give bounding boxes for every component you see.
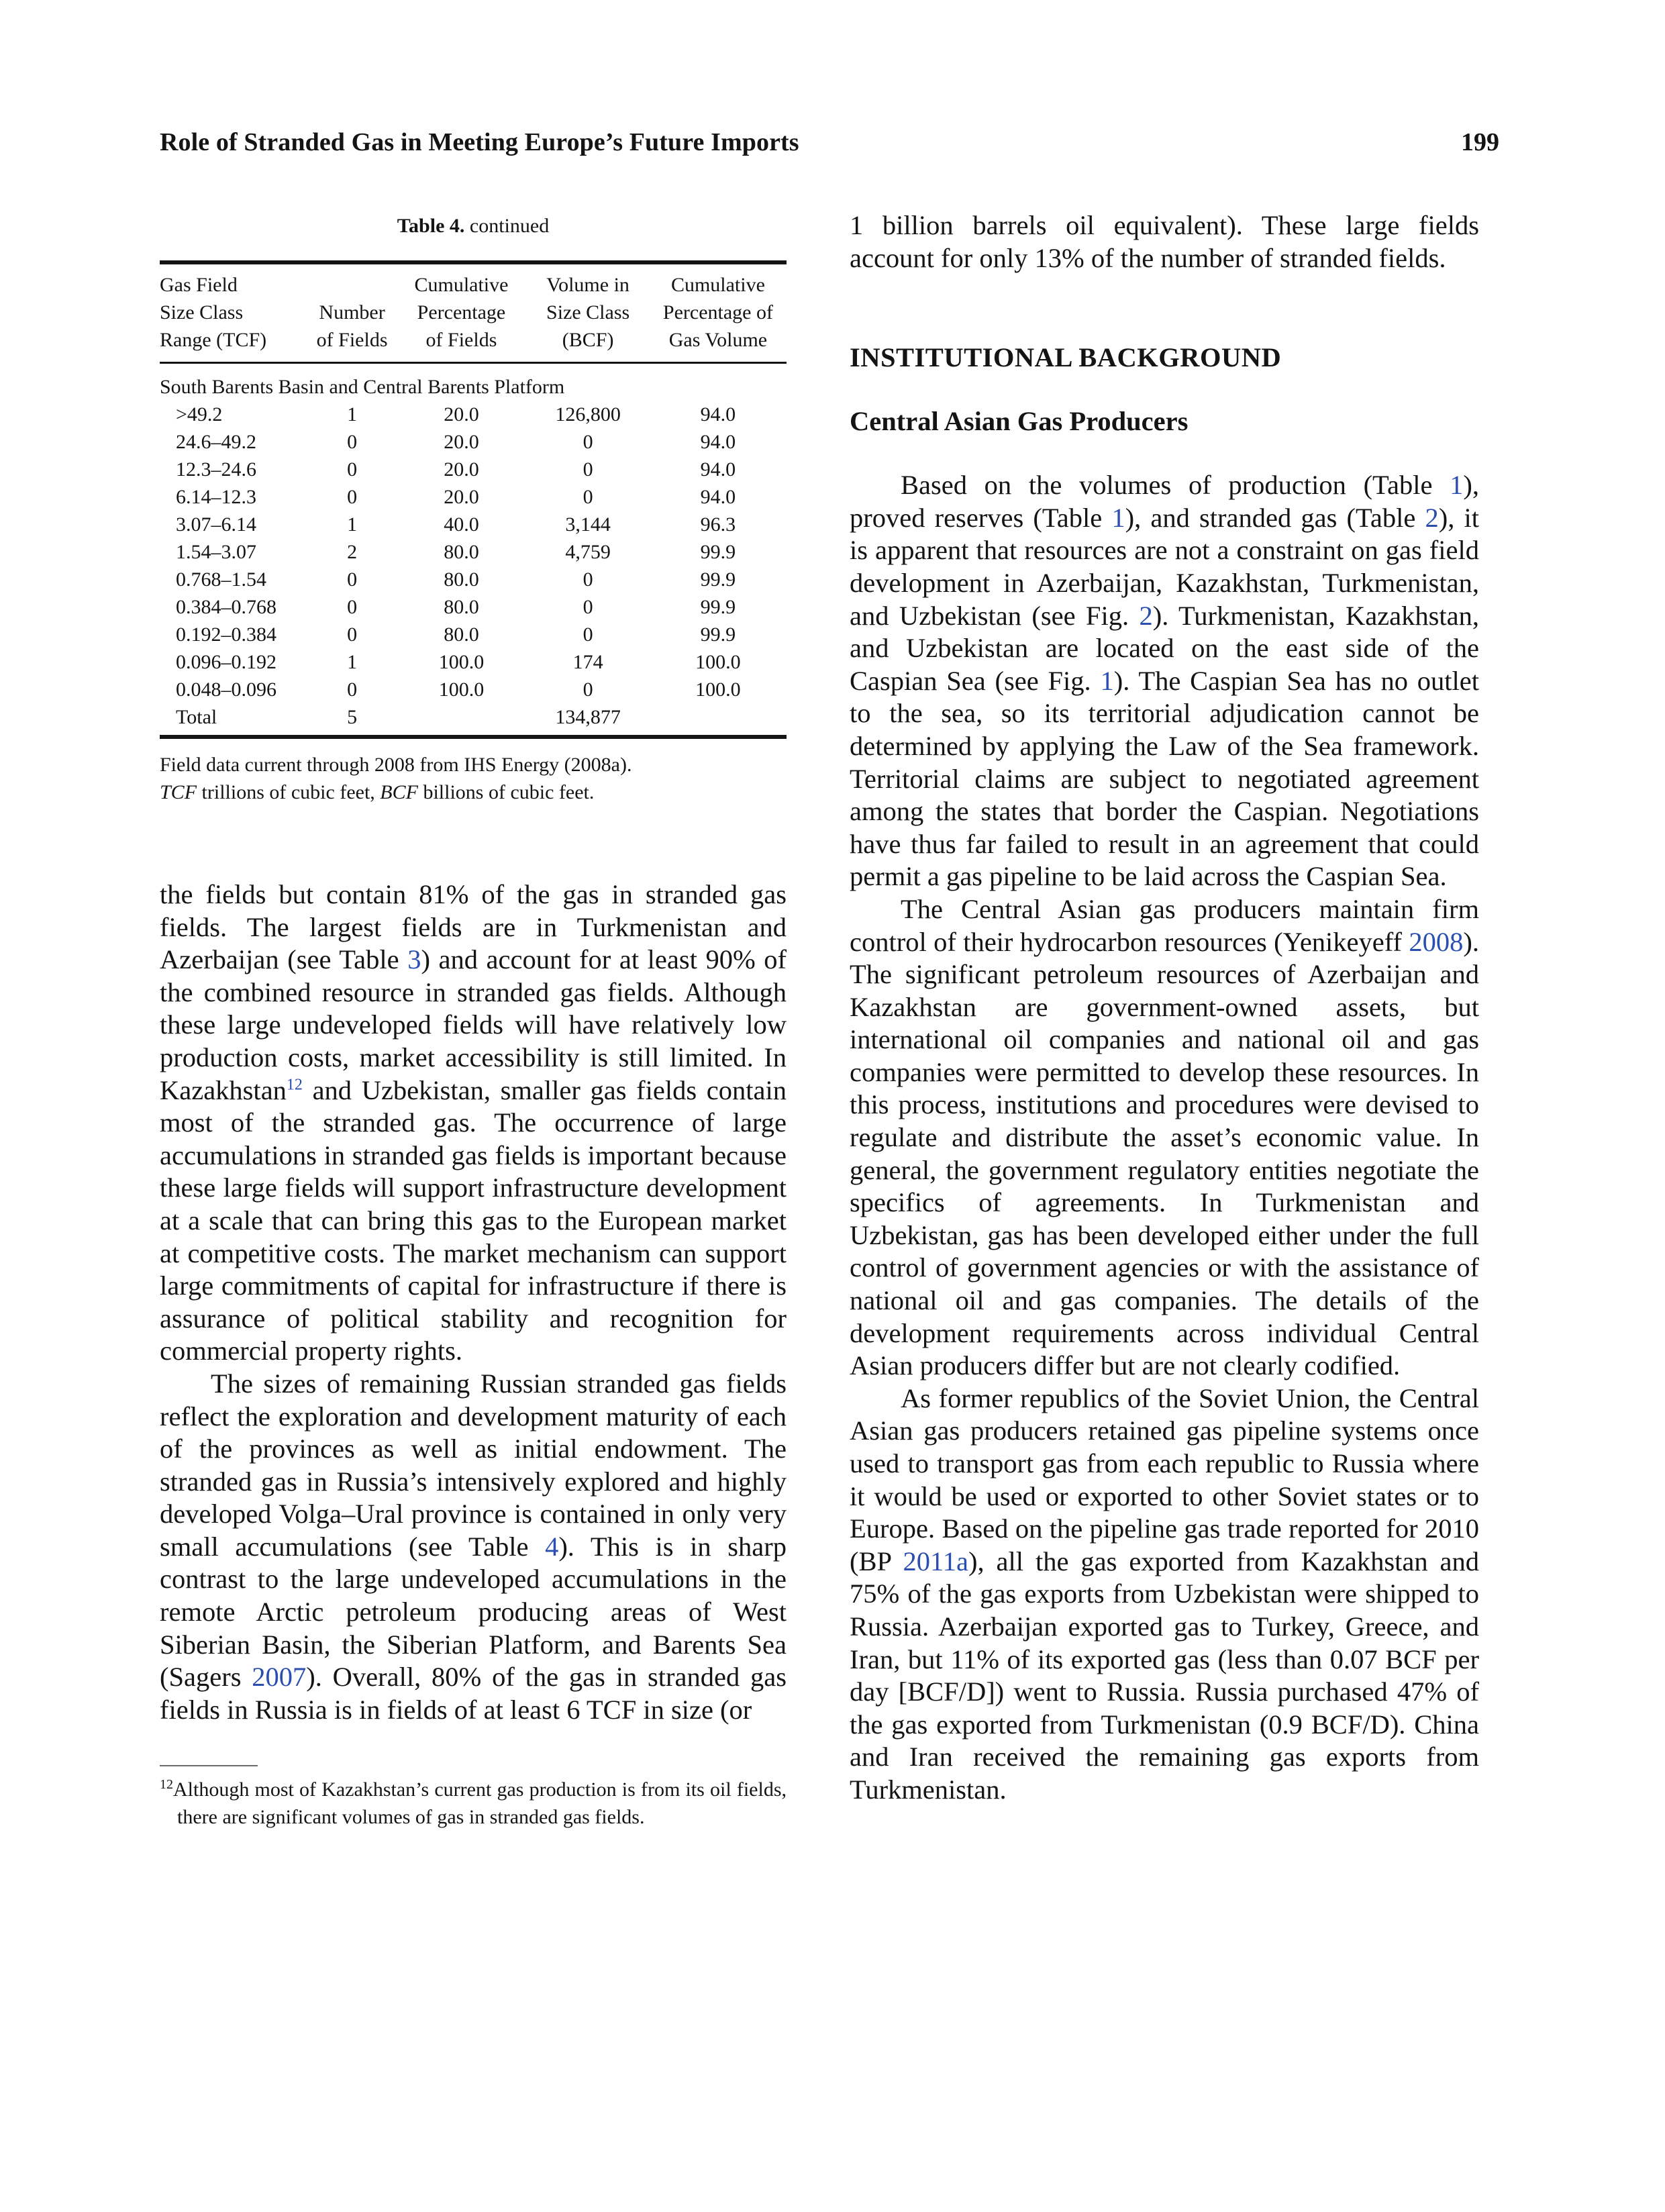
- table-note-abbreviations: [160, 778, 787, 806]
- table-cell: 0: [347, 678, 358, 701]
- paragraph: 1 billion barrels oil equivalent). These large fields account for only 13% of the number of stranded fields.: [850, 210, 1479, 273]
- paragraph: [850, 469, 1479, 893]
- text-run: ). Turkmenistan, Kazakhstan, and Uzbekistan are located on the east side of the Caspian Sea (see Fig.: [850, 600, 1479, 696]
- table-cell: 0: [583, 596, 593, 618]
- table-cell: 126,800: [555, 403, 621, 425]
- col-header-3-line2: Percentage: [417, 301, 506, 323]
- table-cell: 0: [583, 623, 593, 646]
- table-row: [160, 401, 787, 428]
- table-row: [160, 676, 787, 703]
- table-cell: 80.0: [444, 596, 479, 618]
- abbr-tcf: TCF: [160, 781, 197, 803]
- table-cell: [397, 703, 527, 737]
- left-body-text: [160, 878, 787, 1726]
- text-run: ), all the gas exported from Kazakhstan and 75% of the gas exports from Uzbekistan were shipped to Russia. Azerbaijan exported gas to Turkey, Greece, and Iran, but 11% of its exported gas (less than 0.07 BCF per day [BCF/D]) went to Russia. Russia purchased 47% of the gas exported from Turkmenistan (0.9 BCF/D). China and Iran received the remaining gas exports from Turkmenistan.: [850, 1546, 1479, 1805]
- text-run: The sizes of remaining Russian stranded gas fields reflect the exploration and development maturity of each of the provinces as well as initial endowment. The stranded gas in Russia’s intensively explored and highly developed Volga–Ural province is contained in only very small accumulations (see Table: [160, 1368, 787, 1562]
- col-header-1-line2: Size Class: [160, 301, 244, 323]
- citation-link[interactable]: 2008: [1409, 926, 1464, 957]
- table-cell: [650, 703, 787, 737]
- table-cell: 20.0: [444, 458, 479, 481]
- table-cell: 20.0: [444, 486, 479, 508]
- table-cell: 0: [347, 431, 358, 453]
- table-cell: 3,144: [565, 513, 611, 536]
- table-cell: 2: [347, 541, 358, 563]
- table-cell: 0: [347, 568, 358, 591]
- table-cell: 0: [583, 431, 593, 453]
- abbr-bcf: BCF: [380, 781, 418, 803]
- table-section-label: South Barents Basin and Central Barents Platform: [160, 376, 565, 398]
- table-cell: 0.192–0.384: [176, 623, 276, 646]
- table-ref-link[interactable]: 3: [407, 944, 421, 975]
- col-header-4-line1: Volume in: [526, 262, 650, 299]
- table-cell: 20.0: [444, 403, 479, 425]
- table-row: [160, 428, 787, 456]
- table-cell: 1: [347, 403, 358, 425]
- right-body-text: [850, 469, 1479, 1806]
- running-head: [160, 128, 1499, 168]
- table-cell: 96.3: [700, 513, 736, 536]
- table-cell: 94.0: [700, 403, 736, 425]
- table-cell: 0: [347, 596, 358, 618]
- col-header-5-line3: Gas Volume: [650, 326, 787, 363]
- table-ref-link[interactable]: 1: [1450, 470, 1464, 501]
- table-caption-text: continued: [469, 215, 550, 237]
- table-cell: 0: [347, 486, 358, 508]
- footnote-ref-link[interactable]: 12: [286, 1076, 303, 1094]
- footnote: [160, 1776, 787, 1831]
- text-run: ). The significant petroleum resources of Azerbaijan and Kazakhstan are government-owned assets, but international oil companies and national oil and gas companies were permitted to develop these resources. In this process, institutions and procedures were devised to regulate and distribute the asset’s economic value. In general, the government regulatory entities negotiate the specifics of agreements. In Turkmenistan and Uzbekistan, gas has been developed either under the full control of government agencies or with the assistance of national oil and gas companies. The details of the development requirements across individual Central Asian producers differ but are not clearly codified.: [850, 926, 1479, 1381]
- col-header-2-line3: of Fields: [308, 326, 397, 363]
- text-run: ). The Caspian Sea has no outlet to the sea, so its territorial adjudication cannot be determined by applying the Law of the Sea framework. Territorial claims are subject to negotiated agreement among the states that border the Caspian. Negotiations have thus far failed to result in an agreement that could permit a gas pipeline to be laid across the Caspian Sea.: [850, 665, 1479, 892]
- text-run: The Central Asian gas producers maintain firm control of their hydrocarbon resources (Yenikeyeff: [850, 893, 1479, 957]
- table-cell: 24.6–49.2: [176, 431, 256, 453]
- running-head-title: Role of Stranded Gas in Meeting Europe’s Future Imports: [160, 128, 799, 156]
- table-cell: 94.0: [700, 458, 736, 481]
- table-row: [160, 483, 787, 511]
- table-row: [160, 456, 787, 483]
- table-cell: 0.384–0.768: [176, 596, 276, 618]
- table-cell: 3.07–6.14: [176, 513, 256, 536]
- data-table: [160, 260, 787, 739]
- abbr-bcf-definition: billions of cubic feet.: [417, 781, 595, 803]
- table-row-total: [160, 703, 787, 737]
- table-cell: 0: [583, 458, 593, 481]
- table-row: [160, 621, 787, 648]
- table-cell: 80.0: [444, 541, 479, 563]
- text-run: ), proved reserves (Table: [850, 470, 1479, 533]
- text-run: Based on the volumes of production (Table: [901, 470, 1450, 501]
- table-cell: >49.2: [176, 403, 223, 425]
- table-cell: 0: [583, 486, 593, 508]
- page-number: 199: [1461, 128, 1499, 156]
- text-run: and Uzbekistan, smaller gas fields contain most of the stranded gas. The occurrence of large accumulations in stranded gas fields is important because these large fields will support infrastructure development at a scale that can bring this gas to the European market at competitive costs. The market mechanism can support large commitments of capital for infrastructure if there is assurance of political stability and recognition for commercial property rights.: [160, 1074, 787, 1366]
- table-cell: 20.0: [444, 431, 479, 453]
- table-cell: 0: [347, 458, 358, 481]
- text-run: ) and account for at least 90% of the combined resource in stranded gas fields. Although these large undeveloped fields will have relatively low production costs, market accessibility is still limited. In Kazakhstan: [160, 944, 787, 1105]
- subsection-heading: Central Asian Gas Producers: [850, 406, 1189, 437]
- table-cell: Total: [160, 703, 308, 737]
- table-cell: 0: [583, 678, 593, 701]
- citation-link[interactable]: 2011a: [903, 1546, 968, 1576]
- figure-ref-link[interactable]: 1: [1100, 665, 1114, 696]
- paragraph: [850, 893, 1479, 1382]
- table-cell: 40.0: [444, 513, 479, 536]
- col-header-3-line1: Cumulative: [397, 262, 527, 299]
- table-cell: 100.0: [695, 678, 741, 701]
- citation-link[interactable]: 2007: [252, 1662, 307, 1693]
- table-cell: 0.096–0.192: [176, 651, 276, 673]
- table-cell: 94.0: [700, 431, 736, 453]
- table-note-source: Field data current through 2008 from IHS Energy (2008a).: [160, 754, 632, 776]
- section-heading: INSTITUTIONAL BACKGROUND: [850, 342, 1282, 373]
- col-header-2-line2: Number: [319, 301, 385, 323]
- table-ref-link[interactable]: 2: [1425, 502, 1439, 533]
- table-cell: 12.3–24.6: [176, 458, 256, 481]
- table-cell: 99.9: [700, 568, 736, 591]
- table-cell: 5: [308, 703, 397, 737]
- col-header-1-line3: Range (TCF): [160, 326, 308, 363]
- footnote-text: Although most of Kazakhstan’s current gas production is from its oil fields, there are significant volumes of gas in stranded gas fields.: [173, 1778, 787, 1829]
- table-caption-label: Table 4.: [397, 215, 465, 237]
- table-notes: [160, 751, 787, 806]
- abbr-tcf-definition: trillions of cubic feet,: [197, 781, 381, 803]
- text-run: ). This is in sharp contrast to the large undeveloped accumulations in the remote Arctic petroleum producing areas of West Siberian Basin, the Siberian Platform, and Barents Sea (Sagers: [160, 1531, 787, 1693]
- table-row: [160, 511, 787, 538]
- col-header-4-line3: (BCF): [526, 326, 650, 363]
- text-run: ), and stranded gas (Table: [1125, 502, 1425, 533]
- table-cell: 80.0: [444, 623, 479, 646]
- left-column: [160, 209, 787, 1831]
- paragraph: [850, 1382, 1479, 1807]
- table-cell: 1: [347, 513, 358, 536]
- table-cell: 94.0: [700, 486, 736, 508]
- table-ref-link[interactable]: 1: [1111, 502, 1125, 533]
- table-cell: 4,759: [565, 541, 611, 563]
- right-column: [850, 209, 1479, 1807]
- col-header-2-line1: [308, 262, 397, 299]
- footnote-mark: 12: [160, 1777, 173, 1793]
- col-header-5-line1: Cumulative: [650, 262, 787, 299]
- table-row: [160, 566, 787, 593]
- table-cell: 0.768–1.54: [176, 568, 266, 591]
- table-cell: 134,877: [526, 703, 650, 737]
- table-cell: 1.54–3.07: [176, 541, 256, 563]
- figure-ref-link[interactable]: 2: [1139, 600, 1153, 631]
- table-cell: 174: [572, 651, 603, 673]
- table-cell: 100.0: [438, 678, 485, 701]
- table-cell: 99.9: [700, 541, 736, 563]
- table-cell: 6.14–12.3: [176, 486, 256, 508]
- col-header-4-line2: Size Class: [546, 301, 630, 323]
- footnote-divider: [160, 1765, 258, 1766]
- paragraph: [160, 1368, 787, 1727]
- table-cell: 99.9: [700, 596, 736, 618]
- text-run: ). Overall, 80% of the gas in stranded gas fields in Russia is in fields of at least 6 TCF in size (or: [160, 1662, 787, 1725]
- text-run: As former republics of the Soviet Union, the Central Asian gas producers retained gas pipeline systems once used to transport gas from each republic to Russia where it would be used or exported to other Soviet states or to Europe. Based on the pipeline gas trade reported for 2010 (BP: [850, 1382, 1479, 1576]
- table-cell: 0: [347, 623, 358, 646]
- col-header-5-line2: Percentage of: [662, 301, 773, 323]
- table-cell: 100.0: [438, 651, 485, 673]
- table-row: [160, 538, 787, 566]
- paragraph: [160, 878, 787, 1368]
- table-cell: 99.9: [700, 623, 736, 646]
- text-run: the fields but contain 81% of the gas in stranded gas fields. The largest fields are in Turkmenistan and Azerbaijan (see Table: [160, 879, 787, 975]
- right-continuation: [850, 209, 1479, 274]
- table-row: [160, 648, 787, 676]
- table-cell: 100.0: [695, 651, 741, 673]
- table-ref-link[interactable]: 4: [545, 1531, 559, 1562]
- table-cell: 0.048–0.096: [176, 678, 276, 701]
- text-run: ), it is apparent that resources are not a constraint on gas field development in Azerbaijan, Kazakhstan, Turkmenistan, and Uzbekistan (see Fig.: [850, 502, 1479, 631]
- table-caption: [160, 215, 787, 238]
- table-cell: 1: [347, 651, 358, 673]
- table-cell: 80.0: [444, 568, 479, 591]
- col-header-1-line1: Gas Field: [160, 262, 308, 299]
- table-row: [160, 593, 787, 621]
- table-cell: 0: [583, 568, 593, 591]
- col-header-3-line3: of Fields: [397, 326, 527, 363]
